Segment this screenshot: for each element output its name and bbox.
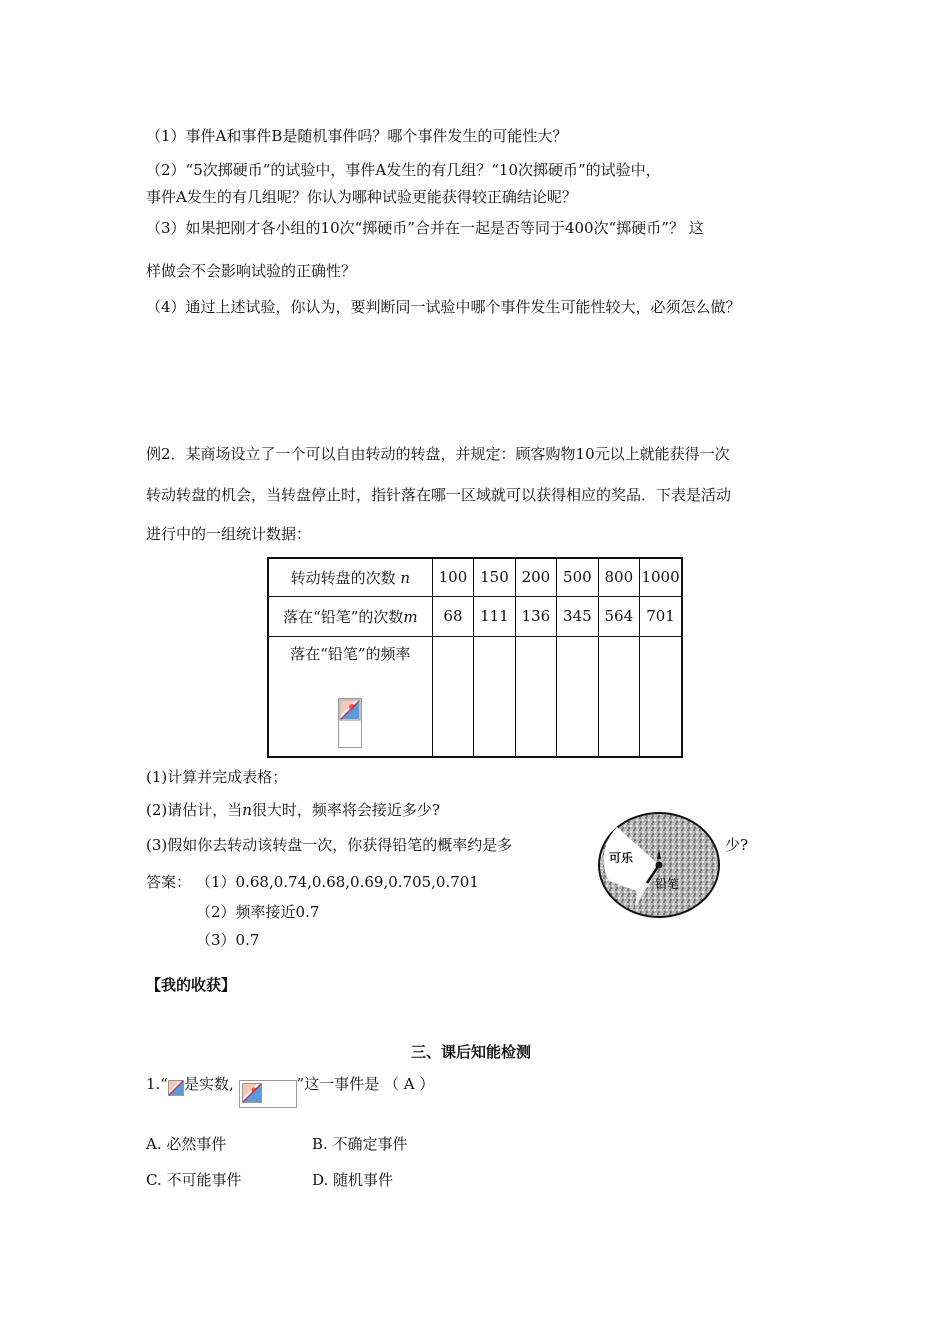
question-4: （4）通过上述试验，你认为，要判断同一试验中哪个事件发生可能性较大，必须怎么做？ [146, 298, 741, 316]
row-label-pencil-count: 落在“铅笔”的次数m [268, 596, 432, 636]
example-2-line-3: 进行中的一组统计数据： [146, 525, 312, 543]
quiz-question-1 [146, 1074, 434, 1102]
table-cell: 345 [557, 596, 598, 636]
option-a: A. 必然事件 [146, 1135, 227, 1153]
option-b: B. 不确定事件 [312, 1135, 408, 1153]
table-cell: 100 [432, 558, 473, 596]
frequency-label: 落在“铅笔”的频率 [290, 644, 411, 663]
option-d: D. 随机事件 [312, 1171, 394, 1189]
table-cell-empty [557, 636, 598, 757]
sub-question-2: (2)请估计，当n很大时，频率将会接近多少? [146, 801, 440, 819]
sub-question-1: (1)计算并完成表格； [146, 768, 288, 786]
quiz-q1-end: ”这一事件是 （ A ） [296, 1075, 435, 1093]
table-cell: 200 [515, 558, 556, 596]
table-cell: 701 [640, 596, 682, 636]
sub-question-3-end: 少? [725, 836, 749, 854]
table-cell-empty [598, 636, 639, 757]
spinner-illustration [597, 811, 721, 919]
table-cell: 68 [432, 596, 473, 636]
spinner-label-cola: 可乐 [609, 851, 634, 865]
answer-1: （1）0.68,0.74,0.68,0.69,0.705,0.701 [196, 873, 479, 891]
option-c: C. 不可能事件 [146, 1171, 242, 1189]
answer-2: （2）频率接近0.7 [196, 903, 320, 921]
section-3-heading: 三、课后知能检测 [411, 1043, 532, 1061]
table-cell-empty [640, 636, 682, 757]
sub-question-3: (3)假如你去转动该转盘一次，你获得铅笔的概率约是多 [146, 836, 513, 854]
table-cell: 111 [474, 596, 515, 636]
quiz-q1-number: 1.“ [146, 1075, 168, 1093]
question-1: （1）事件A和事件B是随机事件吗？哪个事件发生的可能性大？ [146, 127, 568, 145]
table-cell: 500 [557, 558, 598, 596]
row-label-pencil-frequency [268, 636, 432, 757]
table-cell-empty [515, 636, 556, 757]
table-cell-empty [432, 636, 473, 757]
table-cell: 800 [598, 558, 639, 596]
spinner-label-pencil: 铅笔 [655, 877, 680, 891]
table-row [268, 558, 682, 596]
statistics-table [267, 557, 683, 758]
question-3-line-1: （3）如果把刚才各小组的10次“掷硬币”合并在一起是否等同于400次“掷硬币”？ 这 [146, 219, 704, 237]
table-cell: 1000 [640, 558, 682, 596]
table-row [268, 596, 682, 636]
example-2-line-1: 例2．某商场设立了一个可以自由转动的转盘，并规定：顾客购物10元以上就能获得一次 [146, 445, 730, 463]
question-2-line-1: （2）“5次掷硬币”的试验中，事件A发生的有几组？“10次掷硬币”的试验中， [146, 161, 661, 179]
question-3-line-2: 样做会不会影响试验的正确性？ [146, 262, 357, 280]
table-cell: 150 [474, 558, 515, 596]
broken-image-icon [338, 698, 362, 748]
harvest-heading: 【我的收获】 [146, 976, 237, 994]
broken-image-icon [168, 1080, 184, 1096]
answer-3: （3）0.7 [196, 931, 260, 949]
question-2-line-2: 事件A发生的有几组呢？你认为哪种试验更能获得较正确结论呢？ [146, 188, 577, 206]
quiz-q1-middle: 是实数, [183, 1075, 234, 1093]
table-cell: 136 [515, 596, 556, 636]
table-row [268, 636, 682, 757]
example-2-line-2: 转动转盘的机会，当转盘停止时，指针落在哪一区域就可以获得相应的奖品．下表是活动 [146, 486, 732, 504]
row-label-spins: 转动转盘的次数 n [268, 558, 432, 596]
answer-label: 答案： [146, 873, 192, 891]
broken-image-icon [239, 1080, 297, 1108]
table-cell-empty [474, 636, 515, 757]
table-cell: 564 [598, 596, 639, 636]
